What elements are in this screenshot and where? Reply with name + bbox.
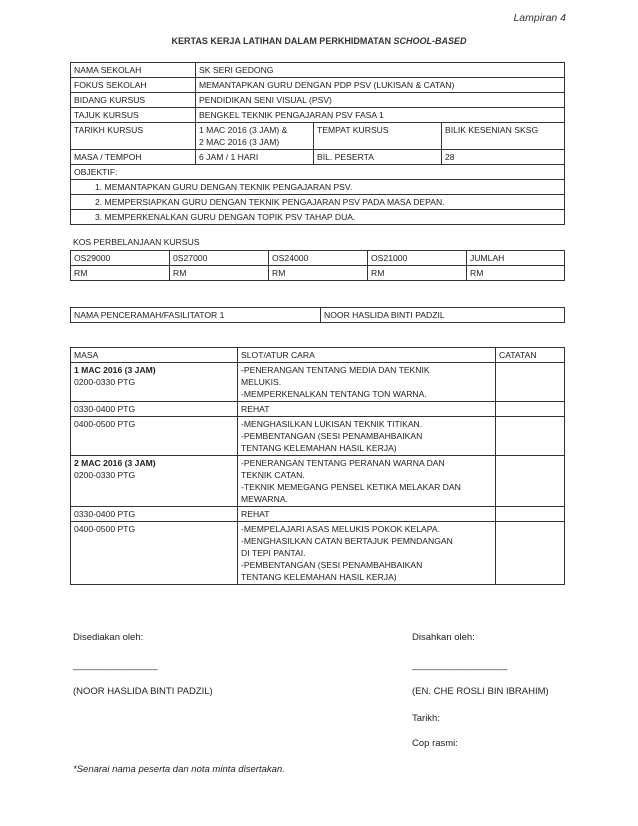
jadual-catatan-cell xyxy=(496,522,565,585)
objektif-item-3: 3. MEMPERKENALKAN GURU DENGAN TOPIK PSV TAHAP DUA. xyxy=(71,209,564,224)
slot-line: MEWARNA. xyxy=(241,494,288,504)
kos-header-cell: OS24000 xyxy=(269,251,368,266)
info-row-tarikh xyxy=(71,123,565,150)
penceramah-row xyxy=(71,308,565,323)
disahkan-name: (EN. CHE ROSLI BIN IBRAHIM) xyxy=(412,686,549,697)
kos-value-cell: RM xyxy=(368,266,467,281)
disediakan-signature-line: ________________ xyxy=(73,660,158,671)
fokus-value: MEMANTAPKAN GURU DENGAN PDP PSV (LUKISAN & CATAN) xyxy=(196,78,565,93)
footnote: *Senarai nama peserta dan nota minta disertakan. xyxy=(73,764,285,775)
info-row-fokus xyxy=(71,78,565,93)
nama-sekolah-value: SK SERI GEDONG xyxy=(196,63,565,78)
info-row-objektif xyxy=(71,165,565,225)
jadual-row xyxy=(71,417,565,456)
masa-value: 6 JAM / 1 HARI xyxy=(196,150,314,165)
lampiran-label: Lampiran 4 xyxy=(513,12,566,24)
jadual-masa-cell xyxy=(71,456,238,507)
cop-rasmi-label: Cop rasmi: xyxy=(412,738,458,749)
day1-title: 1 MAC 2016 (3 JAM) xyxy=(74,365,156,375)
jadual-masa-cell: 0330-0400 PTG xyxy=(71,402,238,417)
jadual-slot-cell xyxy=(238,456,496,507)
jadual-row xyxy=(71,402,565,417)
jadual-header-catatan: CATATAN xyxy=(496,348,565,363)
slot-line: -PENERANGAN TENTANG PERANAN WARNA DAN xyxy=(241,458,445,468)
tarikh-value xyxy=(196,123,314,150)
day2-time-1: 0200-0330 PTG xyxy=(74,470,136,480)
kos-header-cell: JUMLAH xyxy=(467,251,565,266)
info-row-bidang xyxy=(71,93,565,108)
jadual-row xyxy=(71,507,565,522)
info-row-masa xyxy=(71,150,565,165)
course-info-table xyxy=(70,62,565,225)
jadual-table xyxy=(70,347,565,585)
jadual-slot-cell xyxy=(238,417,496,456)
kos-value-cell: RM xyxy=(467,266,565,281)
jadual-catatan-cell xyxy=(496,363,565,402)
penceramah-table xyxy=(70,307,565,323)
tajuk-label: TAJUK KURSUS xyxy=(71,108,196,123)
kos-value-row xyxy=(71,266,565,281)
jadual-header-slot: SLOT/ATUR CARA xyxy=(238,348,496,363)
jadual-slot-cell: REHAT xyxy=(238,402,496,417)
kos-header-row xyxy=(71,251,565,266)
info-row-nama-sekolah xyxy=(71,63,565,78)
jadual-catatan-cell xyxy=(496,507,565,522)
jadual-catatan-cell xyxy=(496,456,565,507)
tarikh-label: TARIKH KURSUS xyxy=(71,123,196,150)
objektif-item-1: 1. MEMANTAPKAN GURU DENGAN TEKNIK PENGAJARAN PSV. xyxy=(71,179,564,194)
day2-title: 2 MAC 2016 (3 JAM) xyxy=(74,458,156,468)
slot-line: -MEMPERKENALKAN TENTANG TON WARNA. xyxy=(241,389,427,399)
document-title xyxy=(0,36,638,46)
tarikh-line-1: 1 MAC 2016 (3 JAM) & xyxy=(199,125,288,135)
jadual-header-masa: MASA xyxy=(71,348,238,363)
jadual-slot-cell: REHAT xyxy=(238,507,496,522)
title-emphasis: SCHOOL-BASED xyxy=(393,36,467,46)
jadual-slot-cell xyxy=(238,522,496,585)
jadual-slot-cell xyxy=(238,363,496,402)
jadual-catatan-cell xyxy=(496,402,565,417)
objektif-label: OBJEKTIF: xyxy=(74,167,118,177)
jadual-row xyxy=(71,363,565,402)
slot-line: TENTANG KELEMAHAN HASIL KERJA) xyxy=(241,572,397,582)
jadual-catatan-cell xyxy=(496,417,565,456)
kos-value-cell: RM xyxy=(71,266,170,281)
jadual-masa-cell: 0400-0500 PTG xyxy=(71,522,238,585)
info-row-tajuk xyxy=(71,108,565,123)
tempat-label: TEMPAT KURSUS xyxy=(314,123,442,150)
tarikh-line-2: 2 MAC 2016 (3 JAM) xyxy=(199,137,280,147)
disahkan-signature-line: __________________ xyxy=(412,660,508,671)
slot-line: DI TEPI PANTAI. xyxy=(241,548,306,558)
bidang-value: PENDIDIKAN SENI VISUAL (PSV) xyxy=(196,93,565,108)
kos-value-cell: RM xyxy=(170,266,269,281)
fokus-label: FOKUS SEKOLAH xyxy=(71,78,196,93)
kos-header-cell: OS21000 xyxy=(368,251,467,266)
slot-line: TEKNIK CATAN. xyxy=(241,470,305,480)
objektif-item-2: 2. MEMPERSIAPKAN GURU DENGAN TEKNIK PENGAJARAN PSV PADA MASA DEPAN. xyxy=(71,194,564,209)
tajuk-value: BENGKEL TEKNIK PENGAJARAN PSV FASA 1 xyxy=(196,108,565,123)
kos-header-cell: 0S27000 xyxy=(170,251,269,266)
tempat-value: BILIK KESENIAN SKSG xyxy=(442,123,565,150)
slot-line: -MENGHASILKAN CATAN BERTAJUK PEMNDANGAN xyxy=(241,536,453,546)
jadual-header-row xyxy=(71,348,565,363)
penceramah-label: NAMA PENCERAMAH/FASILITATOR 1 xyxy=(71,308,321,323)
tarikh-label: Tarikh: xyxy=(412,713,440,724)
bidang-label: BIDANG KURSUS xyxy=(71,93,196,108)
objektif-cell xyxy=(71,165,565,225)
title-main: KERTAS KERJA LATIHAN DALAM PERKHIDMATAN xyxy=(171,36,394,46)
disediakan-label: Disediakan oleh: xyxy=(73,632,144,643)
jadual-masa-cell: 0400-0500 PTG xyxy=(71,417,238,456)
slot-line: -PENERANGAN TENTANG MEDIA DAN TEKNIK xyxy=(241,365,430,375)
kos-title: KOS PERBELANJAAN KURSUS xyxy=(73,237,200,247)
slot-line: -PEMBENTANGAN (SESI PENAMBAHBAIKAN xyxy=(241,431,423,441)
peserta-label: BIL. PESERTA xyxy=(314,150,442,165)
slot-line: -MENGHASILKAN LUKISAN TEKNIK TITIKAN. xyxy=(241,419,423,429)
slot-line: TENTANG KELEMAHAN HASIL KERJA) xyxy=(241,443,397,453)
jadual-row xyxy=(71,522,565,585)
penceramah-value: NOOR HASLIDA BINTI PADZIL xyxy=(321,308,565,323)
nama-sekolah-label: NAMA SEKOLAH xyxy=(71,63,196,78)
disediakan-name: (NOOR HASLIDA BINTI PADZIL) xyxy=(73,686,213,697)
slot-line: MELUKIS. xyxy=(241,377,282,387)
day1-time-1: 0200-0330 PTG xyxy=(74,377,136,387)
disahkan-label: Disahkan oleh: xyxy=(412,632,475,643)
slot-line: -MEMPELAJARI ASAS MELUKIS POKOK KELAPA. xyxy=(241,524,440,534)
jadual-masa-cell: 0330-0400 PTG xyxy=(71,507,238,522)
kos-header-cell: OS29000 xyxy=(71,251,170,266)
peserta-value: 28 xyxy=(442,150,565,165)
jadual-masa-cell xyxy=(71,363,238,402)
kos-value-cell: RM xyxy=(269,266,368,281)
kos-table xyxy=(70,250,565,281)
slot-line: -TEKNIK MEMEGANG PENSEL KETIKA MELAKAR DAN xyxy=(241,482,461,492)
jadual-row xyxy=(71,456,565,507)
slot-line: -PEMBENTANGAN (SESI PENAMBAHBAIKAN xyxy=(241,560,423,570)
masa-label: MASA / TEMPOH xyxy=(71,150,196,165)
